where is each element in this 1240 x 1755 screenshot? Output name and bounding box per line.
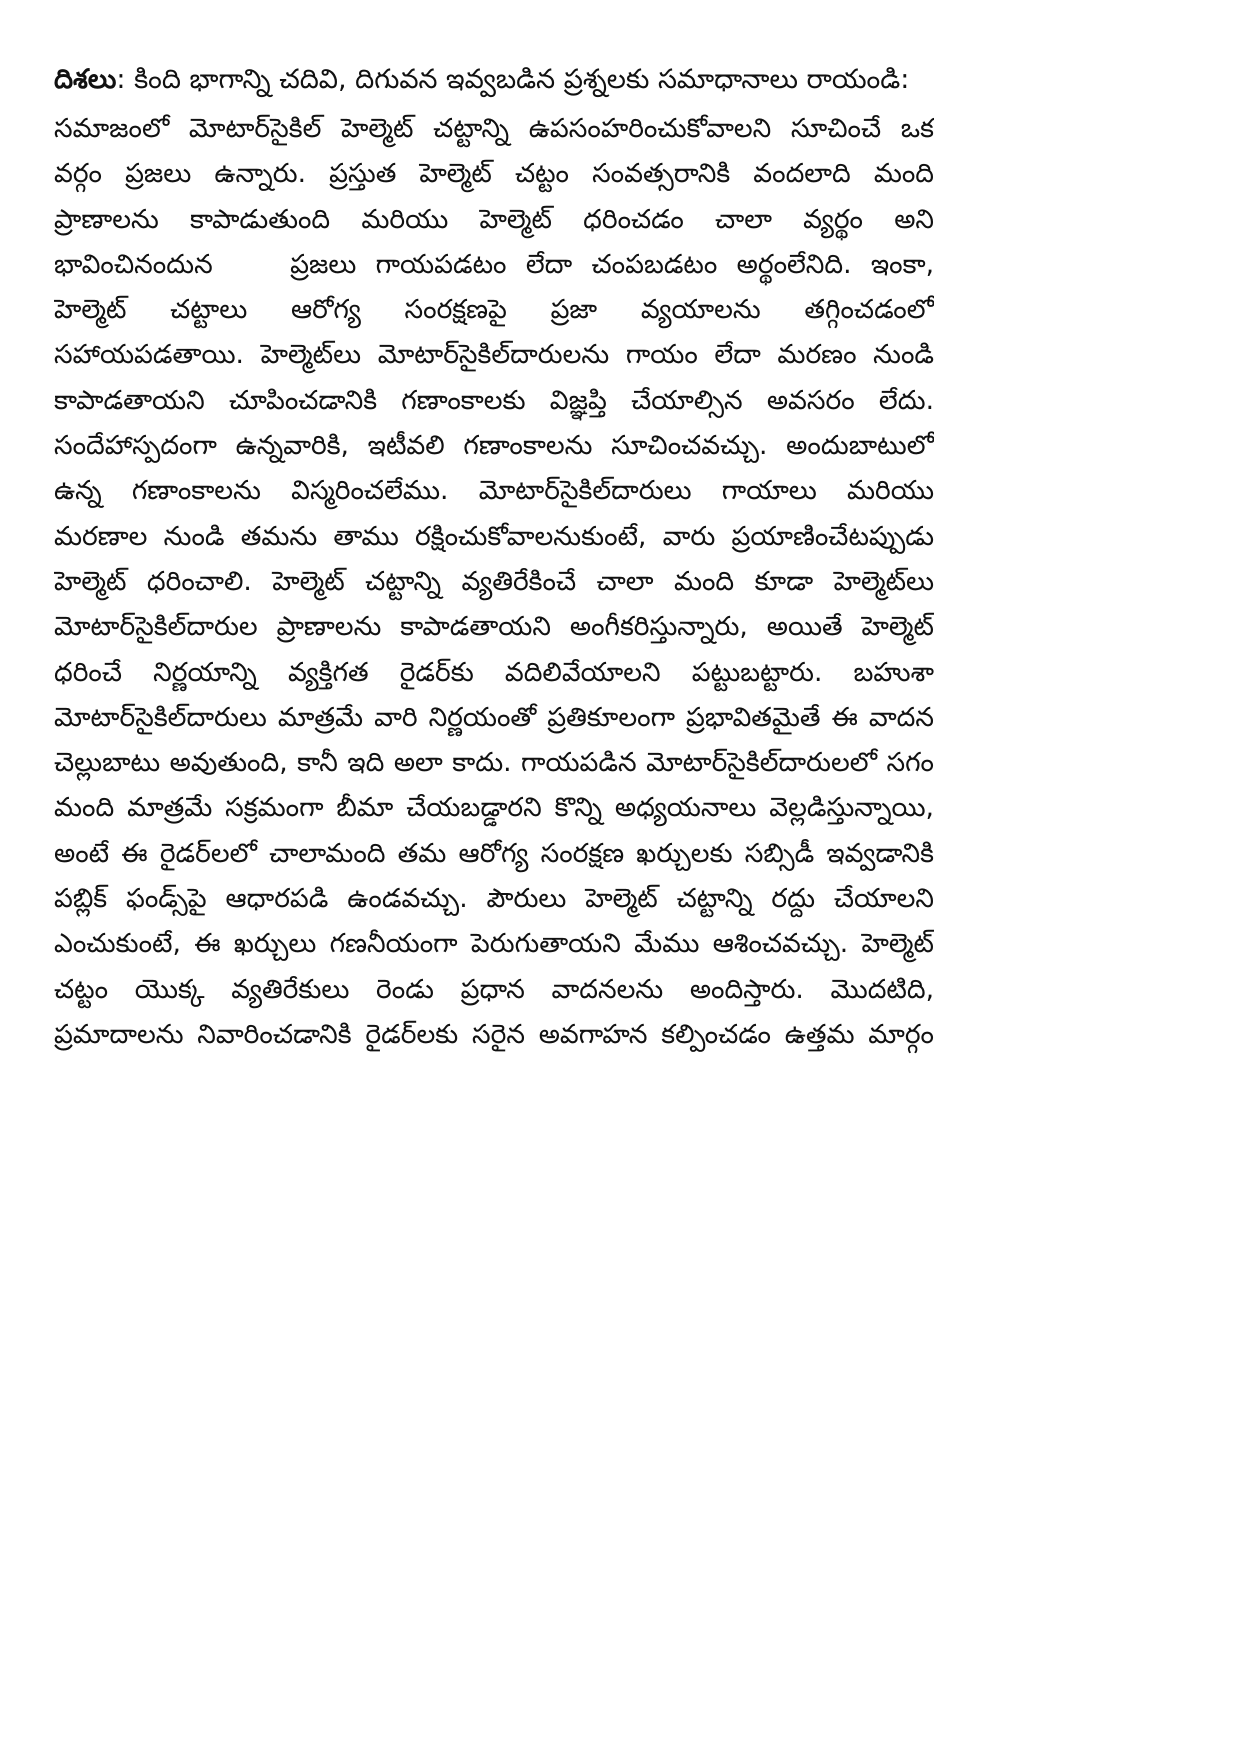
passage-line: అంటే ఈ రైడర్‌లలో చాలామంది తమ ఆరోగ్య సంరక్షణ ఖర్చులకు సబ్సిడీ ఇవ్వడానికి [54, 837, 934, 869]
passage-line: మంది మాత్రమే సక్రమంగా బీమా చేయబడ్డారని కొన్ని అధ్యయనాలు వెల్లడిస్తున్నాయి, [54, 792, 934, 824]
passage-line: మరణాల నుండి తమను తాము రక్షించుకోవాలనుకుంటే, వారు ప్రయాణించేటప్పుడు [54, 520, 934, 552]
passage-line: ప్రమాదాలను నివారించడానికి రైడర్‌లకు సరైన అవగాహన కల్పించడం ఉత్తమ మార్గం [54, 1018, 934, 1050]
passage-line: హెల్మెట్ చట్టాలు ఆరోగ్య సంరక్షణపై ప్రజా వ్యయాలను తగ్గించడంలో [54, 294, 934, 326]
passage-line: వర్గం ప్రజలు ఉన్నారు. ప్రస్తుత హెల్మెట్ చట్టం సంవత్సరానికి వందలాది మంది [54, 158, 934, 190]
document-page [54, 54, 934, 1057]
passage-line: ప్రాణాలను కాపాడుతుంది మరియు హెల్మెట్ ధరించడం చాలా వ్యర్థం అని [54, 203, 934, 235]
passage-line: ఎంచుకుంటే, ఈ ఖర్చులు గణనీయంగా పెరుగుతాయని మేము ఆశించవచ్చు. హెల్మెట్ [54, 928, 934, 960]
passage-line: హెల్మెట్ ధరించాలి. హెల్మెట్ చట్టాన్ని వ్యతిరేకించే చాలా మంది కూడా హెల్మెట్‌లు [54, 565, 934, 597]
passage-line: సందేహాస్పదంగా ఉన్నవారికి, ఇటీవలి గణాంకాలను సూచించవచ్చు. అందుబాటులో [54, 430, 934, 462]
passage-line: చట్టం యొక్క వ్యతిరేకులు రెండు ప్రధాన వాదనలను అందిస్తారు. మొదటిది, [54, 973, 934, 1005]
reading-passage [54, 106, 934, 1057]
passage-line: చెల్లుబాటు అవుతుంది, కానీ ఇది అలా కాదు. గాయపడిన మోటార్‌సైకిల్‌దారులలో సగం [54, 747, 934, 779]
passage-line: పబ్లిక్ ఫండ్స్‌పై ఆధారపడి ఉండవచ్చు. పౌరులు హెల్మెట్ చట్టాన్ని రద్దు చేయాలని [54, 883, 934, 915]
passage-line: కాపాడతాయని చూపించడానికి గణాంకాలకు విజ్ఞప్తి చేయాల్సిన అవసరం లేదు. [54, 384, 934, 416]
passage-line: భావించినందున ప్రజలు గాయపడటం లేదా చంపబడటం అర్థంలేనిది. ఇంకా, [54, 248, 934, 280]
passage-line: సమాజంలో మోటార్‌సైకిల్ హెల్మెట్ చట్టాన్ని ఉపసంహరించుకోవాలని సూచించే ఒక [54, 113, 934, 144]
passage-line: మోటార్‌సైకిల్‌దారుల ప్రాణాలను కాపాడతాయని అంగీకరిస్తున్నారు, అయితే హెల్మెట్ [54, 611, 934, 643]
passage-line: మోటార్‌సైకిల్‌దారులు మాత్రమే వారి నిర్ణయంతో ప్రతికూలంగా ప్రభావితమైతే ఈ వాదన [54, 701, 934, 733]
directions-text: : కింది భాగాన్ని చదివి, దిగువన ఇవ్వబడిన ప్రశ్నలకు సమాధానాలు రాయండి: [116, 64, 910, 95]
directions-label: దిశలు [54, 64, 117, 95]
directions [54, 54, 934, 106]
passage-line: సహాయపడతాయి. హెల్మెట్‌లు మోటార్‌సైకిల్‌దారులను గాయం లేదా మరణం నుండి [54, 339, 934, 371]
passage-line: ధరించే నిర్ణయాన్ని వ్యక్తిగత రైడర్‌కు వదిలివేయాలని పట్టుబట్టారు. బహుశా [54, 656, 934, 688]
passage-line: ఉన్న గణాంకాలను విస్మరించలేము. మోటార్‌సైకిల్‌దారులు గాయాలు మరియు [54, 475, 934, 507]
